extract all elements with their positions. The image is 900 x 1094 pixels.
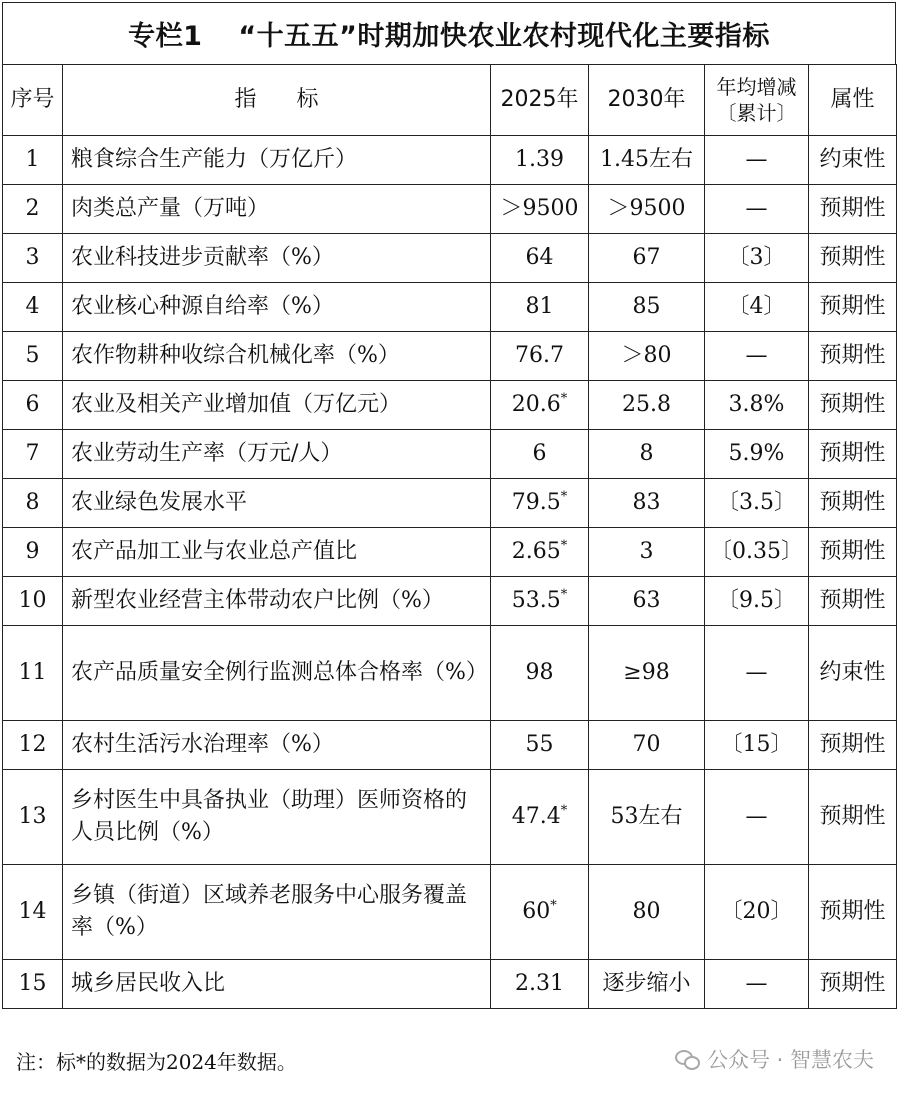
table-row <box>3 430 897 479</box>
header-growth-line1: 年均增减 <box>716 75 797 99</box>
cell-attribute <box>809 332 897 381</box>
cell-indicator-text: 农业核心种源自给率（%） <box>71 294 334 320</box>
data-year-mark: * <box>560 391 568 407</box>
cell-no-text: 14 <box>18 899 47 925</box>
table-row <box>3 577 897 626</box>
cell-indicator-text: 农产品质量安全例行监测总体合格率（%） <box>71 660 488 686</box>
cell-growth <box>705 234 809 283</box>
cell-2025 <box>491 626 589 721</box>
cell-indicator-text: 农业及相关产业增加值（万亿元） <box>71 392 402 418</box>
cell-growth <box>705 332 809 381</box>
cell-2025 <box>491 721 589 770</box>
table-row <box>3 960 897 1009</box>
cell-growth-text: — <box>745 343 768 369</box>
cell-growth <box>705 721 809 770</box>
header-growth <box>705 65 809 136</box>
cell-growth-text: 〔9.5〕 <box>717 588 796 614</box>
cell-attribute-text: 预期性 <box>819 392 886 418</box>
cell-indicator <box>63 721 491 770</box>
cell-2025-text: 2.31 <box>515 971 564 997</box>
data-year-mark: * <box>560 587 568 603</box>
cell-no-text: 8 <box>25 490 40 516</box>
cell-no-text: 3 <box>25 245 40 271</box>
cell-2025 <box>491 332 589 381</box>
cell-2025 <box>491 234 589 283</box>
cell-2030-text: ＞9500 <box>607 196 686 222</box>
cell-no <box>3 960 63 1009</box>
cell-attribute-text: 预期性 <box>819 899 886 925</box>
cell-attribute-text: 预期性 <box>819 804 886 830</box>
cell-indicator-text: 农业绿色发展水平 <box>71 490 248 516</box>
cell-growth <box>705 960 809 1009</box>
cell-indicator-text: 乡镇（街道）区域养老服务中心服务覆盖率（%） <box>71 883 468 940</box>
table-row <box>3 721 897 770</box>
cell-indicator-text: 城乡居民收入比 <box>71 971 226 997</box>
cell-no <box>3 626 63 721</box>
cell-2030 <box>589 430 705 479</box>
cell-2025 <box>491 283 589 332</box>
cell-indicator <box>63 577 491 626</box>
cell-no-text: 2 <box>25 196 40 222</box>
cell-no-text: 11 <box>18 660 47 686</box>
cell-no-text: 10 <box>18 588 47 614</box>
cell-2025 <box>491 770 589 865</box>
cell-no <box>3 770 63 865</box>
cell-no <box>3 528 63 577</box>
data-year-mark: * <box>550 898 557 914</box>
cell-indicator <box>63 283 491 332</box>
cell-attribute <box>809 770 897 865</box>
cell-indicator-text: 农业劳动生产率（万元/人） <box>71 441 343 467</box>
cell-2030-text: ≥98 <box>623 660 670 686</box>
cell-2030-text: 53左右 <box>610 804 683 830</box>
cell-indicator <box>63 770 491 865</box>
header-row <box>3 65 897 136</box>
cell-growth-text: 〔20〕 <box>720 899 793 925</box>
cell-2030 <box>589 960 705 1009</box>
cell-growth-text: 3.8% <box>728 392 785 418</box>
cell-2030 <box>589 136 705 185</box>
cell-attribute <box>809 136 897 185</box>
header-growth-line2: 〔累计〕 <box>716 101 797 125</box>
cell-2030 <box>589 381 705 430</box>
cell-2025-text: 98 <box>525 660 554 686</box>
cell-2030 <box>589 234 705 283</box>
cell-2030-text: ＞80 <box>621 343 672 369</box>
cell-indicator <box>63 332 491 381</box>
table-row <box>3 770 897 865</box>
cell-no-text: 7 <box>25 441 40 467</box>
cell-no-text: 1 <box>25 147 40 173</box>
cell-no-text: 15 <box>18 971 47 997</box>
table-row <box>3 865 897 960</box>
cell-attribute-text: 预期性 <box>819 343 886 369</box>
watermark <box>675 1044 874 1074</box>
title-number: 专栏1 <box>128 21 203 52</box>
wechat-icon <box>675 1049 699 1069</box>
cell-no-text: 4 <box>25 294 40 320</box>
cell-attribute <box>809 960 897 1009</box>
cell-growth <box>705 479 809 528</box>
cell-2030 <box>589 626 705 721</box>
data-year-mark: * <box>560 489 568 505</box>
cell-2025-text: 64 <box>525 245 554 271</box>
cell-attribute <box>809 479 897 528</box>
cell-2025 <box>491 528 589 577</box>
cell-attribute-text: 预期性 <box>819 539 886 565</box>
cell-no <box>3 721 63 770</box>
cell-no-text: 9 <box>25 539 40 565</box>
cell-attribute <box>809 528 897 577</box>
cell-2025-text: 20.6 <box>511 392 561 418</box>
cell-2030-text: 1.45左右 <box>600 147 693 173</box>
cell-2025 <box>491 479 589 528</box>
cell-attribute-text: 预期性 <box>819 196 886 222</box>
cell-indicator-text: 粮食综合生产能力（万亿斤） <box>71 147 358 173</box>
title-text: “十五五”时期加快农业农村现代化主要指标 <box>238 21 770 52</box>
cell-growth <box>705 528 809 577</box>
cell-no <box>3 185 63 234</box>
table-row <box>3 185 897 234</box>
watermark-text: 公众号 · 智慧农夫 <box>706 1048 874 1072</box>
cell-no-text: 12 <box>18 732 47 758</box>
table-row <box>3 136 897 185</box>
cell-growth-text: 5.9% <box>728 441 785 467</box>
cell-2030 <box>589 283 705 332</box>
cell-2025 <box>491 381 589 430</box>
cell-attribute <box>809 283 897 332</box>
cell-indicator-text: 乡村医生中具备执业（助理）医师资格的人员比例（%） <box>71 788 468 845</box>
cell-indicator-text: 农业科技进步贡献率（%） <box>71 245 334 271</box>
cell-2025 <box>491 960 589 1009</box>
cell-growth-text: — <box>745 804 768 830</box>
cell-2030 <box>589 577 705 626</box>
cell-2030-text: 83 <box>632 490 661 516</box>
cell-attribute-text: 预期性 <box>819 441 886 467</box>
cell-2030-text: 8 <box>639 441 654 467</box>
cell-growth <box>705 430 809 479</box>
cell-no-text: 5 <box>25 343 40 369</box>
cell-2030 <box>589 479 705 528</box>
cell-indicator <box>63 381 491 430</box>
cell-2025-text: 2.65 <box>511 539 561 565</box>
cell-indicator <box>63 479 491 528</box>
cell-no-text: 13 <box>18 804 47 830</box>
cell-attribute <box>809 234 897 283</box>
cell-2030 <box>589 185 705 234</box>
cell-attribute-text: 约束性 <box>819 147 886 173</box>
footnote: 注：标*的数据为2024年数据。 <box>16 1050 297 1074</box>
cell-attribute <box>809 381 897 430</box>
data-year-mark: * <box>560 538 568 554</box>
cell-growth-text: 〔3〕 <box>727 245 786 271</box>
table-row <box>3 234 897 283</box>
cell-2025 <box>491 136 589 185</box>
cell-attribute-text: 预期性 <box>819 971 886 997</box>
cell-no <box>3 283 63 332</box>
cell-growth-text: 〔3.5〕 <box>717 490 796 516</box>
cell-indicator-text: 农村生活污水治理率（%） <box>71 732 334 758</box>
cell-2025-text: 55 <box>525 732 554 758</box>
cell-2025 <box>491 865 589 960</box>
cell-indicator-text: 农产品加工业与农业总产值比 <box>71 539 358 565</box>
cell-no <box>3 234 63 283</box>
cell-2025 <box>491 185 589 234</box>
cell-2030 <box>589 865 705 960</box>
table-row <box>3 332 897 381</box>
cell-2030-text: 85 <box>632 294 661 320</box>
cell-2030 <box>589 528 705 577</box>
cell-growth-text: 〔0.35〕 <box>710 539 803 565</box>
cell-2030-text: 80 <box>632 899 661 925</box>
cell-attribute-text: 预期性 <box>819 490 886 516</box>
cell-attribute <box>809 865 897 960</box>
cell-growth <box>705 136 809 185</box>
cell-growth-text: — <box>745 147 768 173</box>
cell-2025-text: ＞9500 <box>500 196 579 222</box>
cell-no <box>3 479 63 528</box>
cell-2025 <box>491 577 589 626</box>
cell-attribute-text: 预期性 <box>819 732 886 758</box>
header-2025: 2025年 <box>491 65 589 136</box>
cell-no <box>3 136 63 185</box>
cell-2030 <box>589 721 705 770</box>
cell-indicator <box>63 626 491 721</box>
header-no: 序号 <box>3 65 63 136</box>
cell-2025-text: 1.39 <box>515 147 564 173</box>
cell-growth <box>705 865 809 960</box>
cell-attribute-text: 预期性 <box>819 588 886 614</box>
cell-2030 <box>589 332 705 381</box>
cell-attribute <box>809 430 897 479</box>
cell-indicator <box>63 234 491 283</box>
cell-growth <box>705 577 809 626</box>
cell-2025 <box>491 430 589 479</box>
cell-growth <box>705 626 809 721</box>
header-indicator: 指标 <box>63 65 491 136</box>
cell-growth <box>705 185 809 234</box>
table-title <box>2 2 896 64</box>
cell-attribute-text: 约束性 <box>819 660 886 686</box>
cell-attribute-text: 预期性 <box>819 245 886 271</box>
cell-indicator <box>63 136 491 185</box>
cell-indicator-text: 农作物耕种收综合机械化率（%） <box>71 343 400 369</box>
cell-2030-text: 逐步缩小 <box>602 971 691 997</box>
cell-growth <box>705 283 809 332</box>
cell-2025-text: 76.7 <box>515 343 564 369</box>
table-row <box>3 479 897 528</box>
cell-2025-text: 81 <box>525 294 554 320</box>
cell-attribute <box>809 721 897 770</box>
cell-2025-text: 53.5 <box>511 588 561 614</box>
cell-no-text: 6 <box>25 392 40 418</box>
cell-no <box>3 430 63 479</box>
cell-2030-text: 70 <box>632 732 661 758</box>
cell-indicator-text: 新型农业经营主体带动农户比例（%） <box>71 588 444 614</box>
cell-attribute <box>809 185 897 234</box>
cell-no <box>3 332 63 381</box>
table-row <box>3 283 897 332</box>
indicator-table <box>2 64 897 1009</box>
cell-no <box>3 577 63 626</box>
cell-attribute <box>809 577 897 626</box>
cell-indicator <box>63 865 491 960</box>
cell-2030-text: 25.8 <box>622 392 671 418</box>
header-attribute: 属性 <box>809 65 897 136</box>
cell-2030 <box>589 770 705 865</box>
table-row <box>3 528 897 577</box>
cell-growth <box>705 770 809 865</box>
cell-2025-text: 60 <box>522 899 551 925</box>
data-year-mark: * <box>560 803 568 819</box>
cell-attribute-text: 预期性 <box>819 294 886 320</box>
cell-indicator-text: 肉类总产量（万吨） <box>71 196 270 222</box>
cell-growth-text: — <box>745 971 768 997</box>
cell-indicator <box>63 185 491 234</box>
cell-2025-text: 6 <box>532 441 547 467</box>
cell-growth-text: — <box>745 196 768 222</box>
cell-indicator <box>63 960 491 1009</box>
cell-2025-text: 79.5 <box>511 490 561 516</box>
cell-2030-text: 67 <box>632 245 661 271</box>
cell-growth-text: 〔15〕 <box>720 732 793 758</box>
cell-indicator <box>63 528 491 577</box>
cell-no <box>3 381 63 430</box>
table-row <box>3 381 897 430</box>
cell-growth-text: 〔4〕 <box>727 294 786 320</box>
cell-growth-text: — <box>745 660 768 686</box>
table-row <box>3 626 897 721</box>
cell-attribute <box>809 626 897 721</box>
cell-indicator <box>63 430 491 479</box>
cell-growth <box>705 381 809 430</box>
cell-2030-text: 63 <box>632 588 661 614</box>
header-2030: 2030年 <box>589 65 705 136</box>
cell-2025-text: 47.4 <box>511 804 561 830</box>
cell-no <box>3 865 63 960</box>
cell-2030-text: 3 <box>639 539 654 565</box>
